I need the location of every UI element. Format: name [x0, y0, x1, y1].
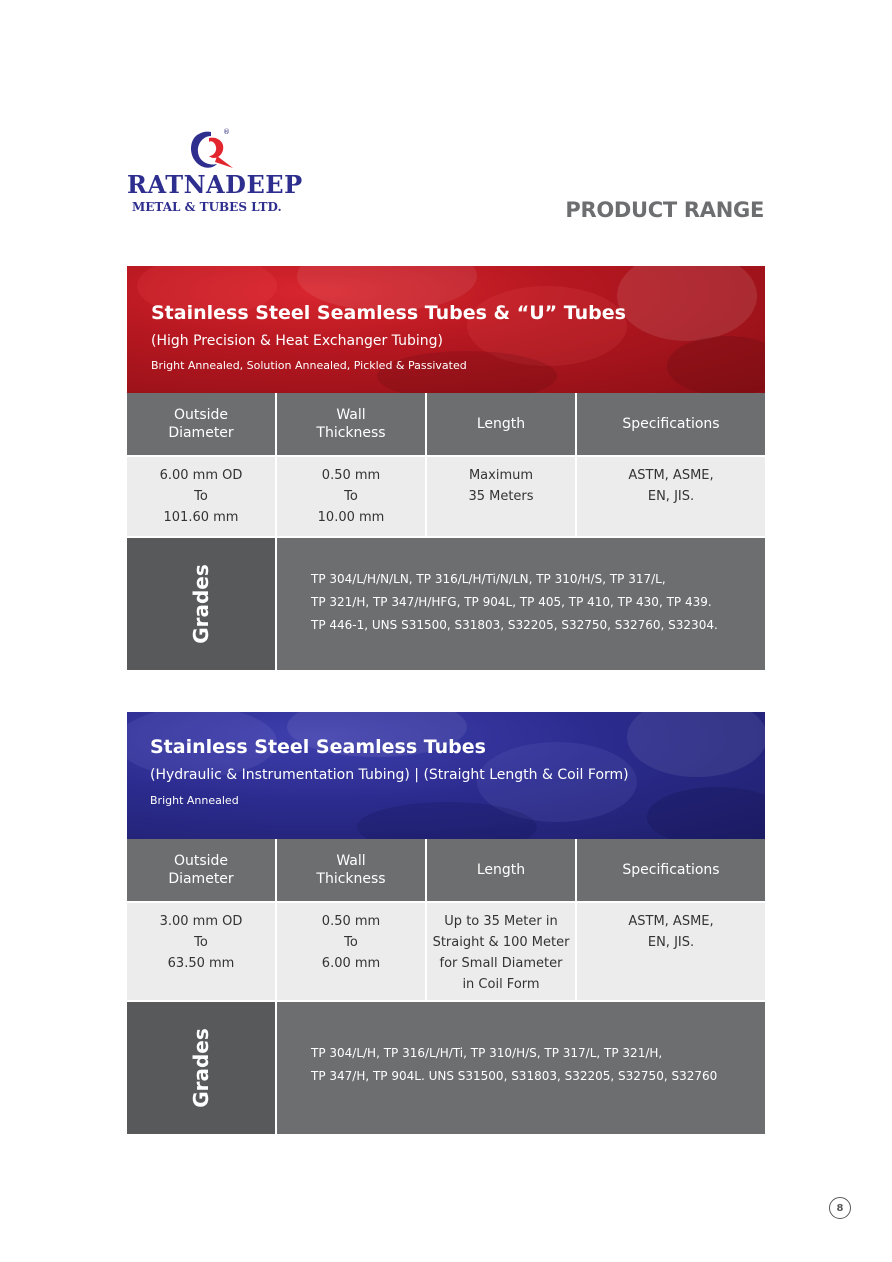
- grades-label-cell: [127, 538, 277, 670]
- table-row: [127, 901, 765, 1000]
- table-header-row: [127, 393, 765, 455]
- table-row: [127, 455, 765, 536]
- banner-texture: [127, 266, 765, 393]
- header-outside-diameter: Outside Diameter: [127, 839, 277, 901]
- section-banner: [127, 266, 765, 393]
- section-banner: [127, 712, 765, 839]
- header-length: Length: [427, 839, 577, 901]
- section-subtitle: (High Precision & Heat Exchanger Tubing): [151, 333, 443, 349]
- page-title: PRODUCT RANGE: [565, 198, 764, 222]
- grades-row: [127, 1000, 765, 1134]
- product-section-1: [127, 266, 765, 670]
- grades-label-cell: [127, 1002, 277, 1134]
- value-length: Up to 35 Meter in Straight & 100 Meter for Small Diameter in Coil Form: [427, 903, 577, 1000]
- grades-list: TP 304/L/H/N/LN, TP 316/L/H/Ti/N/LN, TP 310/H/S, TP 317/L, TP 321/H, TP 347/H/HFG, TP 904L, TP 405, TP 410, TP 430, TP 439. TP 446-1, UNS S31500, S31803, S32205, S32750, S32760, S32304.: [277, 538, 765, 670]
- header-outside-diameter: Outside Diameter: [127, 393, 277, 455]
- section-title: Stainless Steel Seamless Tubes: [150, 736, 486, 758]
- grades-label: Grades: [189, 1028, 213, 1108]
- registered-mark: ®: [223, 128, 230, 136]
- grades-list: TP 304/L/H, TP 316/L/H/Ti, TP 310/H/S, TP 317/L, TP 321/H, TP 347/H, TP 904L. UNS S31500, S31803, S32205, S32750, S32760: [277, 1002, 765, 1134]
- page-number: 8: [829, 1197, 851, 1219]
- value-outside-diameter: 6.00 mm OD To 101.60 mm: [127, 457, 277, 536]
- header-wall-thickness: Wall Thickness: [277, 839, 427, 901]
- section-subtitle: (Hydraulic & Instrumentation Tubing) | (Straight Length & Coil Form): [150, 767, 629, 783]
- value-wall-thickness: 0.50 mm To 6.00 mm: [277, 903, 427, 1000]
- value-specifications: ASTM, ASME, EN, JIS.: [628, 914, 714, 950]
- brand-name: RATNADEEP: [127, 170, 303, 199]
- section-note: Bright Annealed, Solution Annealed, Pickled & Passivated: [151, 359, 467, 372]
- section-note: Bright Annealed: [150, 794, 239, 807]
- table-header-row: [127, 839, 765, 901]
- company-logo: [127, 128, 303, 218]
- product-section-2: [127, 712, 765, 1134]
- value-outside-diameter: 3.00 mm OD To 63.50 mm: [127, 903, 277, 1000]
- header-specifications: Specifications: [622, 416, 720, 432]
- value-length: Maximum 35 Meters: [427, 457, 577, 536]
- section-title: Stainless Steel Seamless Tubes & “U” Tubes: [151, 302, 626, 324]
- value-specifications: ASTM, ASME, EN, JIS.: [628, 468, 714, 504]
- grades-row: [127, 536, 765, 670]
- header-specifications: Specifications: [622, 862, 720, 878]
- brand-subtitle: METAL & TUBES LTD.: [132, 200, 282, 214]
- value-wall-thickness: 0.50 mm To 10.00 mm: [277, 457, 427, 536]
- header-wall-thickness: Wall Thickness: [277, 393, 427, 455]
- header-length: Length: [427, 393, 577, 455]
- grades-label: Grades: [189, 564, 213, 644]
